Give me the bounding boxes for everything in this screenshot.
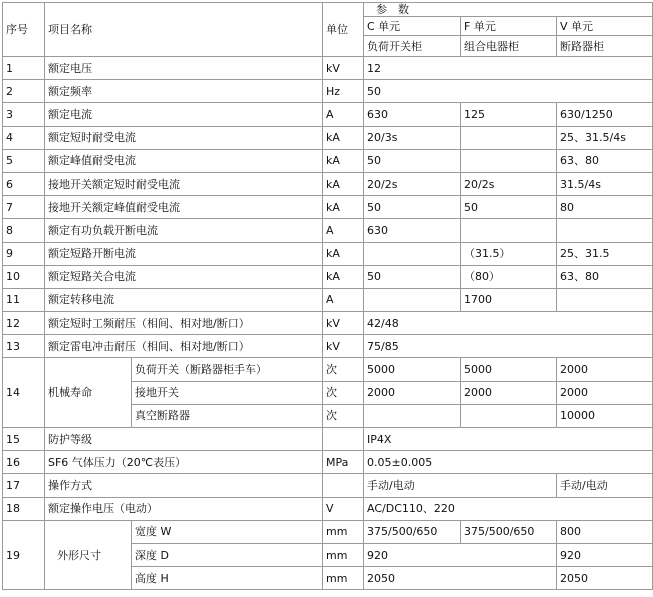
row-v: 63、80 [557,265,653,288]
row-v: 2000 [557,358,653,381]
row-f [461,404,557,427]
row-no: 16 [3,451,45,474]
table-row [3,57,653,80]
row-v: 手动/电动 [557,474,653,497]
row-name: 额定电流 [45,103,323,126]
row-no: 5 [3,149,45,172]
row-unit [323,474,364,497]
row-c: 630 [364,219,461,242]
row-unit: kA [323,242,364,265]
row-f: 50 [461,196,557,219]
row-name: 额定频率 [45,80,323,103]
row-v: 630/1250 [557,103,653,126]
row-no: 8 [3,219,45,242]
row-v: 2050 [557,567,653,590]
row-subname: 负荷开关（断路器柜手车） [132,358,323,381]
row-no: 3 [3,103,45,126]
table-row [3,428,653,451]
row-unit: kV [323,57,364,80]
table-row [3,196,653,219]
table-row [3,497,653,520]
row-v [557,288,653,311]
header-f-unit: F 单元 [461,17,557,36]
row-c: 920 [364,543,557,566]
row-v [557,219,653,242]
row-unit: mm [323,543,364,566]
row-name: 额定短路开断电流 [45,242,323,265]
row-name: 额定有功负载开断电流 [45,219,323,242]
row-unit [323,428,364,451]
row-v: 31.5/4s [557,172,653,195]
row-unit: kA [323,196,364,219]
row-c: 630 [364,103,461,126]
table-row [3,172,653,195]
table-row [3,80,653,103]
row-c: 20/2s [364,172,461,195]
header-seq: 序号 [3,3,45,57]
row-unit: mm [323,520,364,543]
row-v: 80 [557,196,653,219]
row-unit: kV [323,335,364,358]
row-f: 2000 [461,381,557,404]
row-c [364,242,461,265]
row-f: 20/2s [461,172,557,195]
table-row [3,265,653,288]
row-v: 800 [557,520,653,543]
row-c: AC/DC110、220 [364,497,653,520]
row-name: 外形尺寸 [45,520,132,590]
row-c: 50 [364,265,461,288]
row-f [461,149,557,172]
row-name: 额定电压 [45,57,323,80]
table-row [3,126,653,149]
row-no: 4 [3,126,45,149]
row-name: 额定操作电压（电动） [45,497,323,520]
row-unit: MPa [323,451,364,474]
table-row [3,219,653,242]
header-v-desc: 断路器柜 [557,36,653,57]
header-params: 参 数 [364,3,653,17]
row-c: IP4X [364,428,653,451]
row-unit: Hz [323,80,364,103]
row-unit: 次 [323,381,364,404]
row-c [364,288,461,311]
row-v: 25、31.5/4s [557,126,653,149]
row-no: 18 [3,497,45,520]
row-name: 额定短时工频耐压（相间、相对地/断口） [45,312,323,335]
row-no: 19 [3,520,45,590]
row-unit: 次 [323,404,364,427]
table-row [3,335,653,358]
table-row [3,149,653,172]
row-unit: mm [323,567,364,590]
row-subname: 高度 H [132,567,323,590]
row-name: 防护等级 [45,428,323,451]
header-name: 项目名称 [45,3,323,57]
row-no: 7 [3,196,45,219]
row-f: 125 [461,103,557,126]
row-name: 额定短时耐受电流 [45,126,323,149]
row-no: 6 [3,172,45,195]
row-name: 额定峰值耐受电流 [45,149,323,172]
row-c: 50 [364,149,461,172]
row-name: 接地开关额定峰值耐受电流 [45,196,323,219]
table-row [3,451,653,474]
table-row [3,288,653,311]
row-c: 0.05±0.005 [364,451,653,474]
row-no: 10 [3,265,45,288]
row-c: 50 [364,80,653,103]
header-c-desc: 负荷开关柜 [364,36,461,57]
row-name: 额定短路关合电流 [45,265,323,288]
row-unit: kA [323,126,364,149]
row-c: 50 [364,196,461,219]
row-f: 1700 [461,288,557,311]
header-f-desc: 组合电器柜 [461,36,557,57]
row-unit: kA [323,149,364,172]
row-name: 额定转移电流 [45,288,323,311]
row-no: 15 [3,428,45,451]
row-c: 375/500/650 [364,520,461,543]
row-v: 63、80 [557,149,653,172]
table-row [3,358,653,381]
row-no: 9 [3,242,45,265]
row-subname: 深度 D [132,543,323,566]
row-c: 5000 [364,358,461,381]
row-c: 2050 [364,567,557,590]
row-unit: A [323,219,364,242]
row-name: SF6 气体压力（20℃表压） [45,451,323,474]
row-v: 920 [557,543,653,566]
row-v: 2000 [557,381,653,404]
row-no: 14 [3,358,45,428]
row-f: （80） [461,265,557,288]
row-f: 5000 [461,358,557,381]
row-c: 20/3s [364,126,461,149]
row-no: 17 [3,474,45,497]
row-unit: V [323,497,364,520]
header-c-unit: C 单元 [364,17,461,36]
row-no: 12 [3,312,45,335]
row-c: 2000 [364,381,461,404]
table-row [3,312,653,335]
row-unit: kA [323,265,364,288]
row-c: 12 [364,57,653,80]
table-row [3,242,653,265]
row-no: 1 [3,57,45,80]
row-f [461,219,557,242]
row-c: 手动/电动 [364,474,557,497]
header-v-unit: V 单元 [557,17,653,36]
table-row [3,520,653,543]
row-c: 75/85 [364,335,653,358]
row-unit: kV [323,312,364,335]
row-v: 10000 [557,404,653,427]
row-subname: 宽度 W [132,520,323,543]
row-v: 25、31.5 [557,242,653,265]
row-no: 11 [3,288,45,311]
header-unit: 单位 [323,3,364,57]
row-subname: 真空断路器 [132,404,323,427]
row-name: 额定雷电冲击耐压（相间、相对地/断口） [45,335,323,358]
parameter-table [2,2,653,590]
row-f: 375/500/650 [461,520,557,543]
row-subname: 接地开关 [132,381,323,404]
row-f [461,126,557,149]
row-f: （31.5） [461,242,557,265]
table-row [3,474,653,497]
row-unit: 次 [323,358,364,381]
table-row [3,103,653,126]
row-c: 42/48 [364,312,653,335]
row-no: 2 [3,80,45,103]
row-name: 机械寿命 [45,358,132,428]
row-name: 接地开关额定短时耐受电流 [45,172,323,195]
row-name: 操作方式 [45,474,323,497]
row-c [364,404,461,427]
row-unit: kA [323,172,364,195]
row-unit: A [323,288,364,311]
row-unit: A [323,103,364,126]
row-no: 13 [3,335,45,358]
